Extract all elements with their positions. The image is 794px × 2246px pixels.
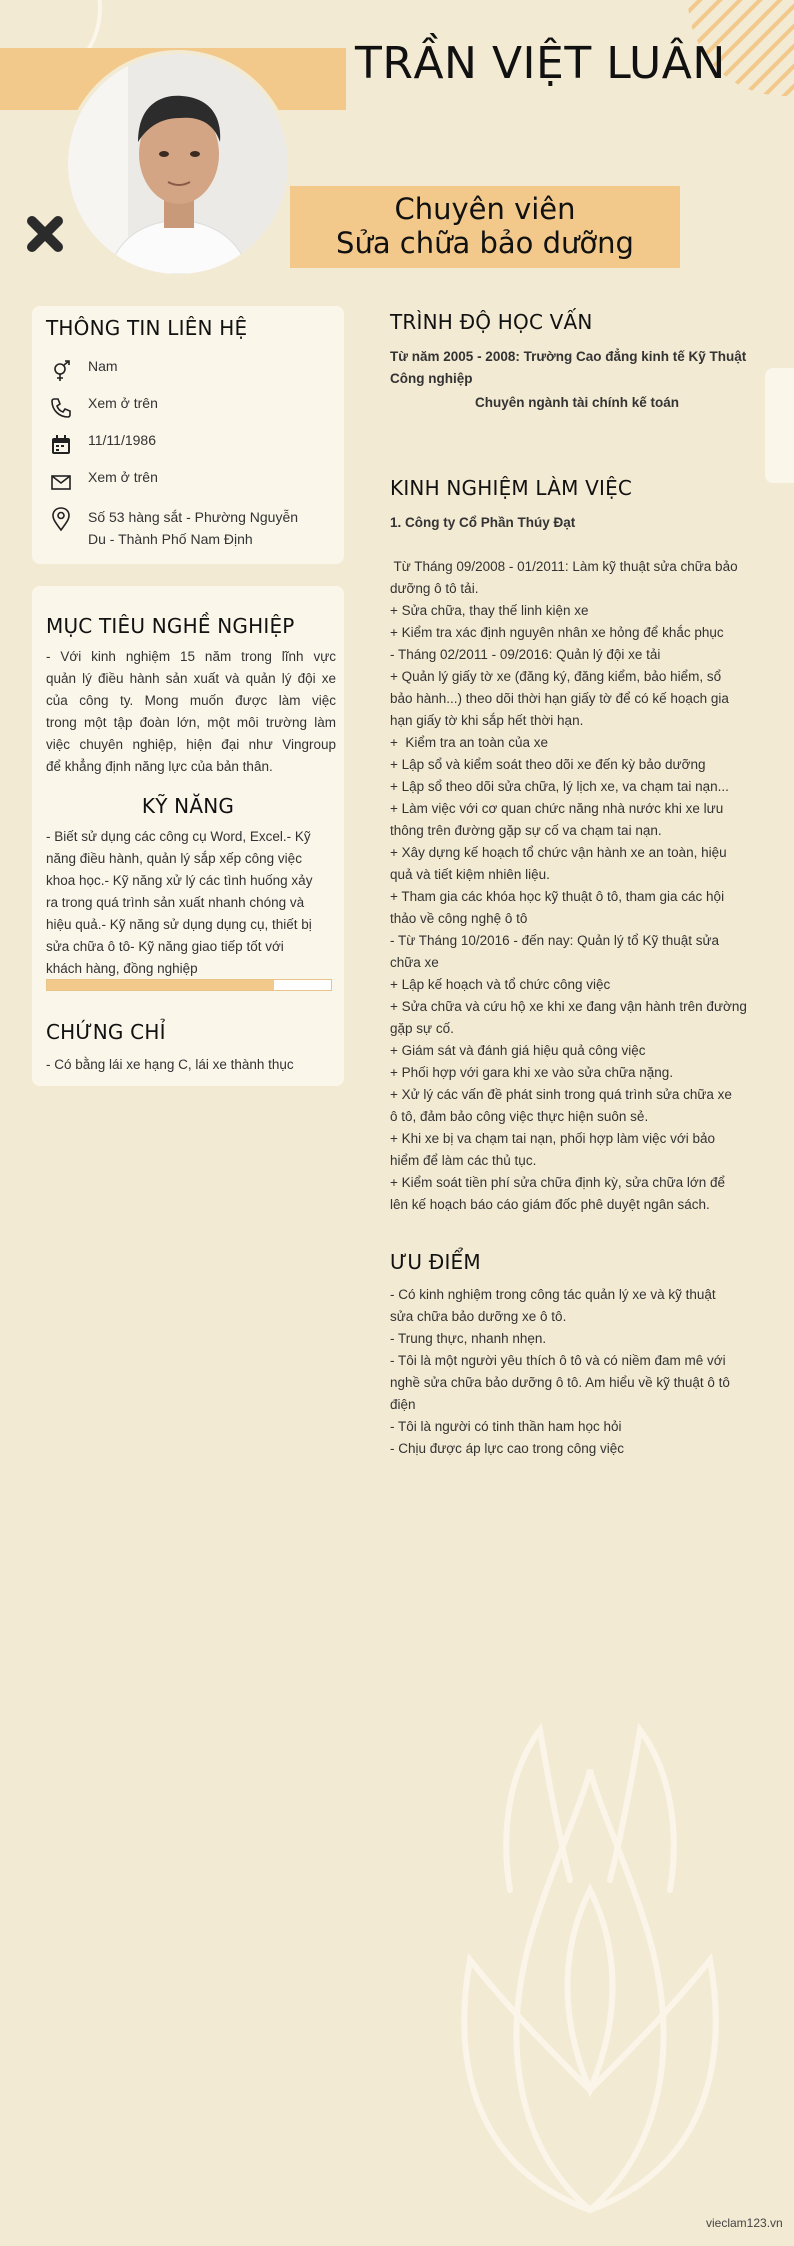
experience-line: + Xây dựng kế hoạch tổ chức vận hành xe an toàn, hiệu (390, 845, 727, 860)
address-line2: Du - Thành Phố Nam Định (88, 531, 253, 547)
strength-line: - Chịu được áp lực cao trong công việc (390, 1441, 625, 1456)
close-x-icon (26, 215, 64, 253)
experience-line: + Sửa chữa, thay thế linh kiện xe (390, 603, 589, 618)
experience-line: bảo hành...) theo dõi thời hạn giấy tờ để có kế hoạch gia (390, 691, 729, 706)
contact-address (48, 506, 338, 562)
experience-line: - Tháng 02/2011 - 09/2016: Quản lý đội xe tải (390, 647, 661, 662)
skills-line: hiệu quả.- Kỹ năng sử dụng dụng cụ, thiết bị (46, 917, 312, 932)
experience-line: - Từ Tháng 10/2016 - đến nay: Quản lý tổ Kỹ thuật sửa (390, 933, 720, 948)
strengths-title: ƯU ĐIỂM (390, 1250, 481, 1274)
experience-line: + Kiểm tra xác định nguyên nhân xe hỏng để khắc phục (390, 625, 724, 640)
job-title (290, 192, 680, 260)
experience-line: + Kiểm soát tiền phí sửa chữa định kỳ, sửa chữa lớn để (390, 1175, 726, 1190)
experience-line: + Giám sát và đánh giá hiệu quả công việc (390, 1043, 646, 1058)
right-column (390, 310, 764, 1460)
experience-line: + Khi xe bị va chạm tai nạn, phối hợp làm việc với bảo (390, 1131, 716, 1146)
skill-level-bar (46, 979, 332, 991)
objective-line: trong một tập đoàn lớn, một môi trường làm (46, 715, 336, 730)
birthday-value: 11/11/1986 (88, 432, 156, 448)
experience-line: ô tô, đảm bảo công việc thực hiện suôn sẻ. (390, 1109, 649, 1124)
mail-icon (48, 469, 74, 495)
education-school (390, 346, 764, 390)
contact-phone (48, 395, 338, 432)
experience-line: quả và tiết kiệm nhiên liệu. (390, 867, 550, 882)
objective-text (46, 646, 336, 778)
objective-line: việc chuyên nghiệp, hiện đại như Vingroup (46, 737, 336, 752)
experience-line: + Làm việc với cơ quan chức năng nhà nước khi xe lưu (390, 801, 724, 816)
experience-line: hiểm để làm các thủ tục. (390, 1153, 537, 1168)
experience-line: Từ Tháng 09/2008 - 01/2011: Làm kỹ thuật sửa chữa bảo (390, 559, 738, 574)
lotus-watermark-icon (440, 1690, 740, 2230)
strength-line: nghề sửa chữa bảo dưỡng ô tô. Am hiểu về kỹ thuật ô tô (390, 1375, 730, 1390)
gender-icon (48, 358, 74, 384)
certificates-title: CHỨNG CHỈ (46, 1020, 166, 1044)
job-title-line1: Chuyên viên (394, 192, 576, 226)
strength-line: - Có kinh nghiệm trong công tác quản lý xe và kỹ thuật (390, 1287, 716, 1302)
experience-line: thông trên đường gặp sự cố va chạm tai nạn. (390, 823, 662, 838)
skills-title: KỸ NĂNG (141, 794, 235, 818)
contact-title: THÔNG TIN LIÊN HỆ (46, 316, 248, 340)
phone-icon (48, 395, 74, 421)
objective-title: MỤC TIÊU NGHỀ NGHIỆP (46, 614, 295, 638)
experience-line: + Kiểm tra an toàn của xe (390, 735, 548, 750)
experience-line: gặp sự cố. (390, 1021, 454, 1036)
education-title: TRÌNH ĐỘ HỌC VẤN (390, 310, 593, 334)
contact-card (32, 306, 344, 564)
experience-title: KINH NGHIỆM LÀM VIỆC (390, 476, 633, 500)
objective-line: - Với kinh nghiệm 15 năm trong lĩnh vực (46, 649, 336, 664)
skills-line: khách hàng, đồng nghiệp (46, 961, 198, 976)
strength-line: - Trung thực, nhanh nhẹn. (390, 1331, 547, 1346)
education-major: Chuyên ngành tài chính kế toán (474, 395, 680, 410)
experience-line: + Lập sổ và kiểm soát theo dõi xe đến kỳ bảo dưỡng (390, 757, 706, 772)
experience-line: chữa xe (390, 955, 439, 970)
experience-line: + Tham gia các khóa học kỹ thuật ô tô, tham gia các hội (390, 889, 725, 904)
phone-value: Xem ở trên (88, 395, 158, 411)
experience-line: + Lập kế hoạch và tổ chức công việc (390, 977, 611, 992)
gender-value: Nam (88, 358, 118, 374)
skill-level-fill (47, 980, 274, 990)
calendar-icon (48, 432, 74, 458)
email-value: Xem ở trên (88, 469, 158, 485)
certificates-text: - Có bằng lái xe hạng C, lái xe thành thục (46, 1057, 294, 1072)
side-tab (765, 368, 794, 483)
experience-line: + Sửa chữa và cứu hộ xe khi xe đang vận hành trên đường (390, 999, 747, 1014)
job-title-line2: Sửa chữa bảo dưỡng (336, 226, 634, 260)
candidate-name: TRẦN VIỆT LUÂN (355, 38, 726, 89)
contact-birthday (48, 432, 338, 469)
profile-card (32, 586, 344, 1086)
experience-line: lên kế hoạch báo cáo giám đốc phê duyệt ngân sách. (390, 1197, 710, 1212)
profile-photo (64, 50, 292, 278)
contact-gender (48, 358, 338, 395)
objective-line: để khẳng định năng lực của bản thân. (46, 759, 273, 774)
experience-line: hạn giấy tờ khi sắp hết thời hạn. (390, 713, 584, 728)
contact-email (48, 469, 338, 506)
education-line1: Từ năm 2005 - 2008: Trường Cao đẳng kinh tế Kỹ Thuật (390, 349, 747, 364)
experience-line: + Quản lý giấy tờ xe (đăng ký, đăng kiểm, bảo hiểm, sổ (390, 669, 722, 684)
site-watermark: vieclam123.vn (706, 2216, 783, 2230)
strength-line: điện (390, 1397, 416, 1412)
skills-line: khoa học.- Kỹ năng xử lý các tình huống xảy (46, 873, 313, 888)
experience-line: thảo về công nghệ ô tô (390, 911, 528, 926)
experience-line: dưỡng ô tô tải. (390, 581, 479, 596)
skills-line: năng điều hành, quản lý sắp xếp công việc (46, 851, 302, 866)
strength-line: - Tôi là một người yêu thích ô tô và có niềm đam mê với (390, 1353, 726, 1368)
skills-line: ra trong quá trình sản xuất nhanh chóng và (46, 895, 305, 910)
skills-text (46, 826, 336, 980)
strength-line: sửa chữa bảo dưỡng xe ô tô. (390, 1309, 567, 1324)
experience-line: + Lập sổ theo dõi sửa chữa, lý lịch xe, va chạm tai nạn... (390, 779, 729, 794)
avatar-portrait-icon (68, 54, 288, 274)
objective-line: của công ty. Mong muốn được làm việc (46, 693, 336, 708)
experience-company: 1. Công ty Cổ Phần Thúy Đạt (390, 515, 576, 530)
skills-line: sửa chữa ô tô- Kỹ năng giao tiếp tốt với (46, 939, 284, 954)
experience-line: + Xử lý các vấn đề phát sinh trong quá trình sửa chữa xe (390, 1087, 732, 1102)
skills-line: - Biết sử dụng các công cụ Word, Excel.- Kỹ (46, 829, 311, 844)
strength-line: - Tôi là người có tinh thần ham học hỏi (390, 1419, 622, 1434)
location-pin-icon (48, 506, 74, 532)
objective-line: quản lý điều hành sản xuất và quản lý đội xe (46, 671, 336, 686)
strengths-list (390, 1284, 764, 1460)
experience-line: + Phối hợp với gara khi xe vào sửa chữa nặng. (390, 1065, 674, 1080)
education-line2: Công nghiệp (390, 371, 473, 386)
address-line1: Số 53 hàng sắt - Phường Nguyễn (88, 509, 299, 525)
experience-list (390, 556, 764, 1216)
